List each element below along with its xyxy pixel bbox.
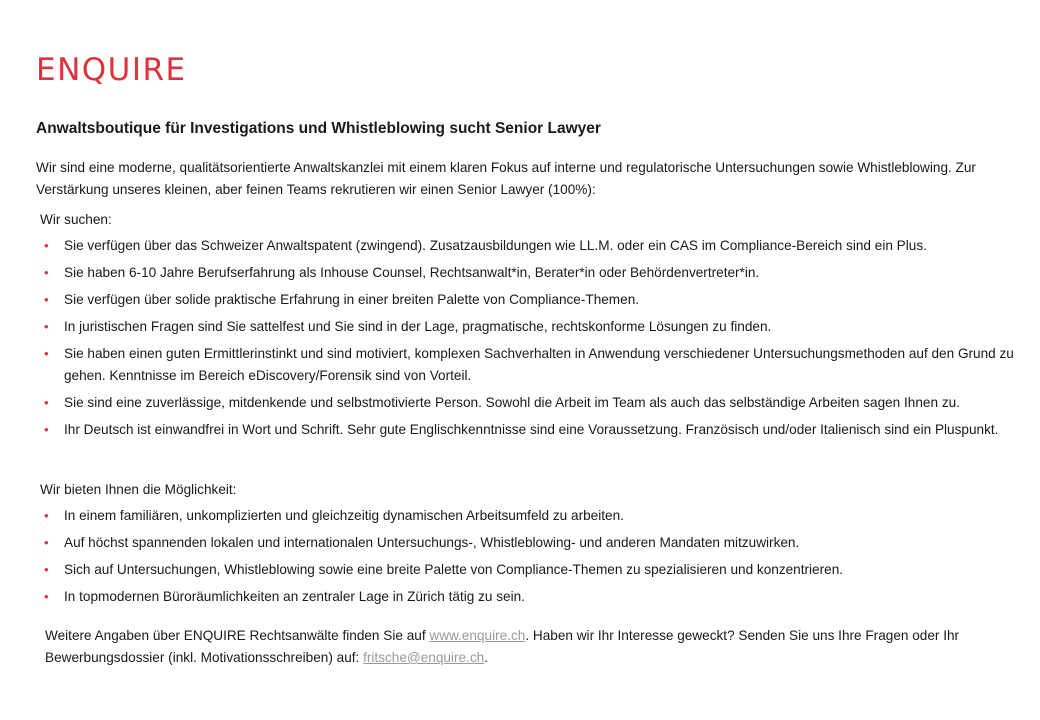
list-item xyxy=(40,235,1025,257)
requirements-list xyxy=(40,235,1025,446)
footer-text: Weitere Angaben über ENQUIRE Rechtsanwälte finden Sie auf xyxy=(45,628,430,643)
intro-paragraph: Wir sind eine moderne, qualitätsorientierte Anwaltskanzlei mit einem klaren Fokus auf interne und regulatorische Untersuchungen sowie Whistleblowing. Zur Verstärkung unseres kleinen, aber feinen Teams rekrutieren wir einen Senior Lawyer (100%): xyxy=(36,160,976,197)
list-item xyxy=(40,505,1025,527)
list-item xyxy=(40,419,1025,441)
list-item-text: In juristischen Fragen sind Sie sattelfest und Sie sind in der Lage, pragmatische, rechtskonforme Lösungen zu finden. xyxy=(64,319,772,334)
bullet-icon: • xyxy=(44,589,49,604)
list-item xyxy=(40,532,1025,554)
list-item-text: Sie sind eine zuverlässige, mitdenkende und selbstmotivierte Person. Sowohl die Arbeit im Team als auch das selbständige Arbeiten sagen Ihnen zu. xyxy=(64,395,960,410)
list-item xyxy=(40,586,1025,608)
email-link[interactable]: fritsche@enquire.ch xyxy=(363,650,485,665)
list-item-text: Sie haben 6-10 Jahre Berufserfahrung als Inhouse Counsel, Rechtsanwalt*in, Berater*in oder Behördenvertreter*in. xyxy=(64,265,760,280)
requirements-label: Wir suchen: xyxy=(40,212,112,227)
list-item xyxy=(40,559,1025,581)
offer-label: Wir bieten Ihnen die Möglichkeit: xyxy=(40,482,237,497)
bullet-icon: • xyxy=(44,395,49,410)
list-item-text: Auf höchst spannenden lokalen und internationalen Untersuchungs-, Whistleblowing- und anderen Mandaten mitzuwirken. xyxy=(64,535,800,550)
contact-paragraph xyxy=(45,625,1025,669)
bullet-icon: • xyxy=(44,508,49,523)
job-title: Anwaltsboutique für Investigations und Whistleblowing sucht Senior Lawyer xyxy=(36,120,601,137)
list-item-text: Sie haben einen guten Ermittlerinstinkt und sind motiviert, komplexen Sachverhalten in Anwendung verschiedener Untersuchungsmethoden auf den Grund zu gehen. Kenntnisse im Bereich eDiscovery/Forensik sind von Vorteil. xyxy=(64,346,1014,383)
bullet-icon: • xyxy=(44,535,49,550)
list-item xyxy=(40,289,1025,311)
list-item xyxy=(40,262,1025,284)
footer-text: . Haben wir Ihr Interesse geweckt? Senden Sie uns Ihre Fragen oder Ihr Bewerbungsdossier (inkl. Motivationsschreiben) auf: xyxy=(45,628,960,665)
bullet-icon: • xyxy=(44,562,49,577)
list-item-text: In topmodernen Büroräumlichkeiten an zentraler Lage in Zürich tätig zu sein. xyxy=(64,589,525,604)
bullet-icon: • xyxy=(44,238,49,253)
list-item-text: Sie verfügen über das Schweizer Anwaltspatent (zwingend). Zusatzausbildungen wie LL.M. oder ein CAS im Compliance-Bereich sind ein Plus. xyxy=(64,238,927,253)
list-item xyxy=(40,316,1025,338)
bullet-icon: • xyxy=(44,319,49,334)
list-item xyxy=(40,392,1025,414)
bullet-icon: • xyxy=(44,422,49,437)
bullet-icon: • xyxy=(44,265,49,280)
list-item-text: Sich auf Untersuchungen, Whistleblowing sowie eine breite Palette von Compliance-Themen zu spezialisieren und konzentrieren. xyxy=(64,562,844,577)
website-link[interactable]: www.enquire.ch xyxy=(429,628,526,643)
bullet-icon: • xyxy=(44,346,49,361)
footer-text: . xyxy=(484,650,488,665)
bullet-icon: • xyxy=(44,292,49,307)
enquire-logo: ENQUIRE xyxy=(36,52,187,88)
offer-list xyxy=(40,505,1025,613)
list-item xyxy=(40,343,1025,387)
list-item-text: Sie verfügen über solide praktische Erfahrung in einer breiten Palette von Compliance-Themen. xyxy=(64,292,640,307)
list-item-text: Ihr Deutsch ist einwandfrei in Wort und Schrift. Sehr gute Englischkenntnisse sind eine Voraussetzung. Französisch und/oder Italienisch sind ein Pluspunkt. xyxy=(64,422,999,437)
list-item-text: In einem familiären, unkomplizierten und gleichzeitig dynamischen Arbeitsumfeld zu arbeiten. xyxy=(64,508,624,523)
